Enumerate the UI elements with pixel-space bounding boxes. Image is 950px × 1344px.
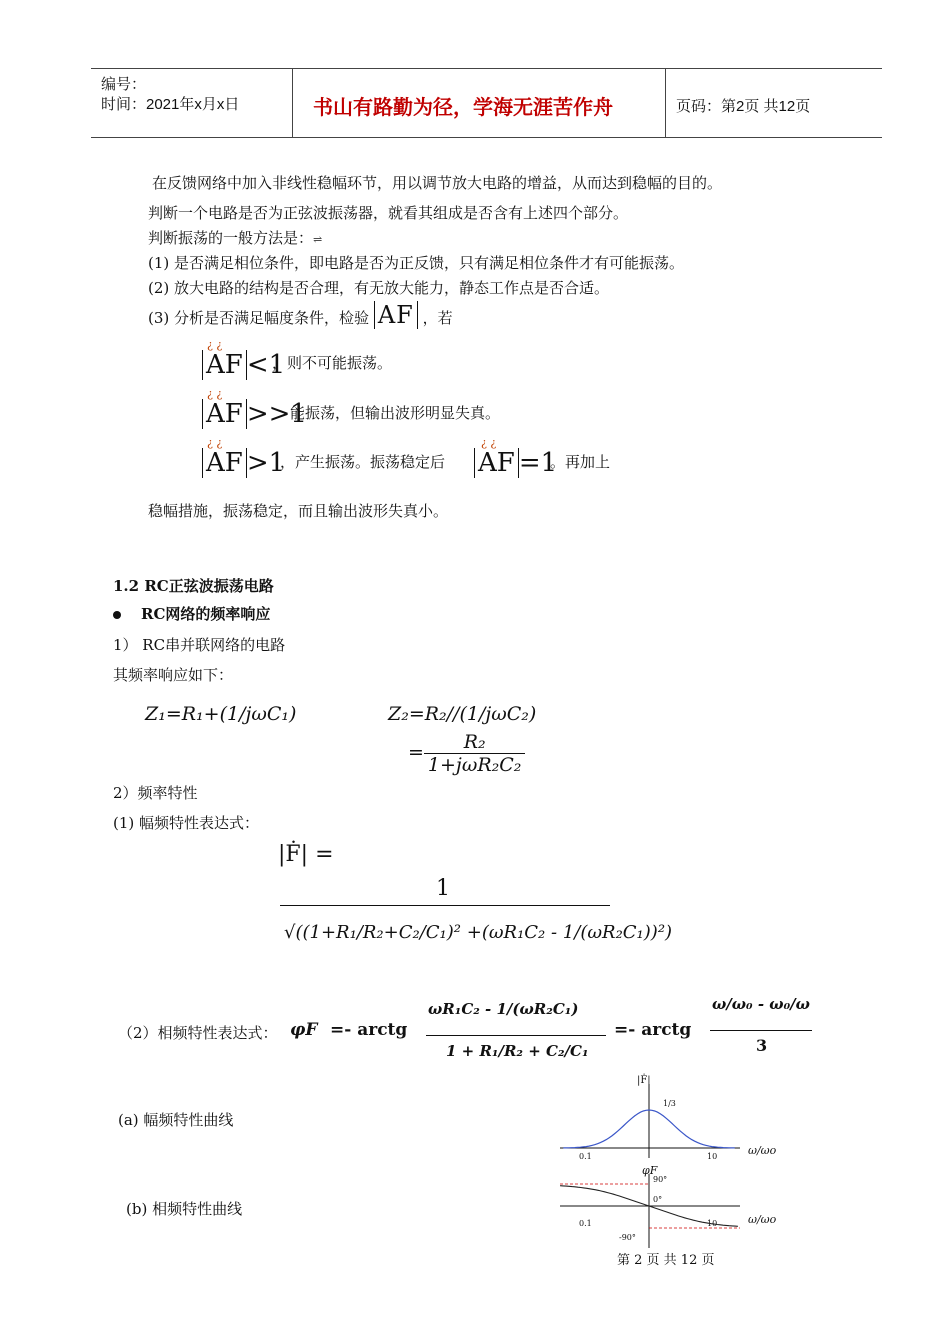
- x-tick-label: 0.1: [579, 1152, 592, 1161]
- header-divider: [665, 69, 666, 137]
- formula-z1: Z₁=R₁+(1/jωC₁): [145, 703, 297, 725]
- case-3-text: ，产生振荡。振荡稳定后: [280, 453, 446, 471]
- fraction-bar: [426, 1035, 606, 1036]
- y-axis-label: |Ḟ|: [637, 1075, 651, 1086]
- case-2-text: 能振荡，但输出波形明显失真。: [290, 404, 501, 422]
- phase-chart: [555, 1162, 795, 1250]
- page-footer: 第 2 页 共 12 页: [617, 1253, 715, 1268]
- dot-marks: ¿ ¿: [207, 436, 223, 449]
- fraction-bar: [710, 1030, 812, 1031]
- formula-amp-den: √((1+R₁/R₂+C₂/C₁)² +(ωR₁C₂ - 1/(ωR₂C₁))²): [284, 922, 673, 943]
- curve-b-label: (b) 相频特性曲线: [126, 1200, 243, 1218]
- peak-label: 1/3: [663, 1099, 676, 1108]
- phase-eq-1: =- arctg: [330, 1020, 408, 1040]
- y-tick-label: -90°: [619, 1233, 636, 1242]
- dot-marks: ¿ ¿: [207, 338, 223, 351]
- sub-heading-1: 1） RC串并联网络的电路: [113, 636, 286, 654]
- condition-lt1: AF <1: [202, 350, 285, 380]
- formula-amp-num: 1: [436, 876, 450, 901]
- phase-num-1: ωR₁C₂ - 1/(ωR₂C₁): [428, 1000, 579, 1018]
- phase-den-2: 3: [756, 1036, 768, 1055]
- paragraph-3: 判断振荡的一般方法是：⇌: [148, 229, 323, 247]
- page-header: [91, 68, 882, 138]
- condition-gg1: AF >>1: [202, 399, 307, 429]
- amp-label: (1) 幅频特性表达式：: [113, 814, 260, 832]
- x-tick-label: 10: [707, 1219, 718, 1228]
- case-1-text: ，则不可能振荡。: [272, 354, 393, 372]
- paragraph-2: 判断一个电路是否为正弦波振荡器，就看其组成是否含有上述四个部分。: [148, 204, 629, 222]
- dot-marks: ¿ ¿: [481, 436, 497, 449]
- header-divider: [292, 69, 293, 137]
- phi-symbol: φF: [290, 1020, 318, 1040]
- y-axis-label: φF: [642, 1164, 658, 1177]
- item-2: (2) 放大电路的结构是否合理，有无放大能力，静态工作点是否合适。: [148, 279, 610, 297]
- item-3: (3) 分析是否满足幅度条件，检验 AF ，若: [148, 301, 453, 329]
- formula-f-abs: |Ḟ| =: [278, 842, 334, 867]
- y-tick-label: 0°: [653, 1195, 663, 1204]
- motto: 书山有路勤为径，学海无涯苦作舟: [313, 95, 613, 119]
- phase-num-2: ω/ω₀ - ω₀/ω: [712, 995, 810, 1013]
- sub-heading-2: 2）频率特性: [113, 784, 198, 802]
- paragraph-end: 稳幅措施，振荡稳定，而且输出波形失真小。: [148, 502, 449, 520]
- phase-eq-2: =- arctg: [614, 1020, 692, 1040]
- paragraph-1: 在反馈网络中加入非线性稳幅环节，用以调节放大电路的增益，从而达到稳幅的目的。: [152, 174, 723, 192]
- condition-gt1: AF >1: [202, 448, 285, 478]
- af-abs: AF: [374, 301, 418, 329]
- dot-marks: ¿ ¿: [207, 387, 223, 400]
- x-tick-label: 0.1: [579, 1219, 592, 1228]
- x-tick-label: 10: [707, 1152, 718, 1161]
- curve-a-label: (a) 幅频特性曲线: [118, 1111, 234, 1129]
- condition-eq1: AF =1: [474, 448, 557, 478]
- bullet-title: RC网络的频率响应: [113, 603, 270, 624]
- bullet-icon: [113, 611, 121, 619]
- formula-z2: Z₂=R₂//(1/jωC₂): [388, 703, 537, 725]
- number-label: 编号：: [101, 76, 147, 93]
- amplitude-chart: [555, 1070, 795, 1162]
- section-title: 1.2 RC正弦波振荡电路: [113, 577, 274, 595]
- x-axis-label: ω/ωo: [748, 1213, 777, 1226]
- sub-description: 其频率响应如下：: [113, 666, 234, 684]
- formula-z2-frac: = $\frac{\text{R₂}}{\text{1+jωR₂C₂}}$: [408, 731, 525, 776]
- page-info: 页码：第2页 共12页: [676, 98, 811, 115]
- fraction-bar: [280, 905, 610, 906]
- case-3-after: 。再加上: [550, 453, 611, 471]
- item-1: (1) 是否满足相位条件，即电路是否为正反馈，只有满足相位条件才有可能振荡。: [148, 254, 685, 272]
- phase-label: （2）相频特性表达式：: [118, 1024, 278, 1042]
- phase-den-1: 1 + R₁/R₂ + C₂/C₁: [446, 1042, 589, 1060]
- time-label: 时间：2021年x月x日: [101, 96, 240, 113]
- y-tick-label: 90°: [653, 1175, 668, 1184]
- x-axis-label: ω/ωo: [748, 1144, 777, 1157]
